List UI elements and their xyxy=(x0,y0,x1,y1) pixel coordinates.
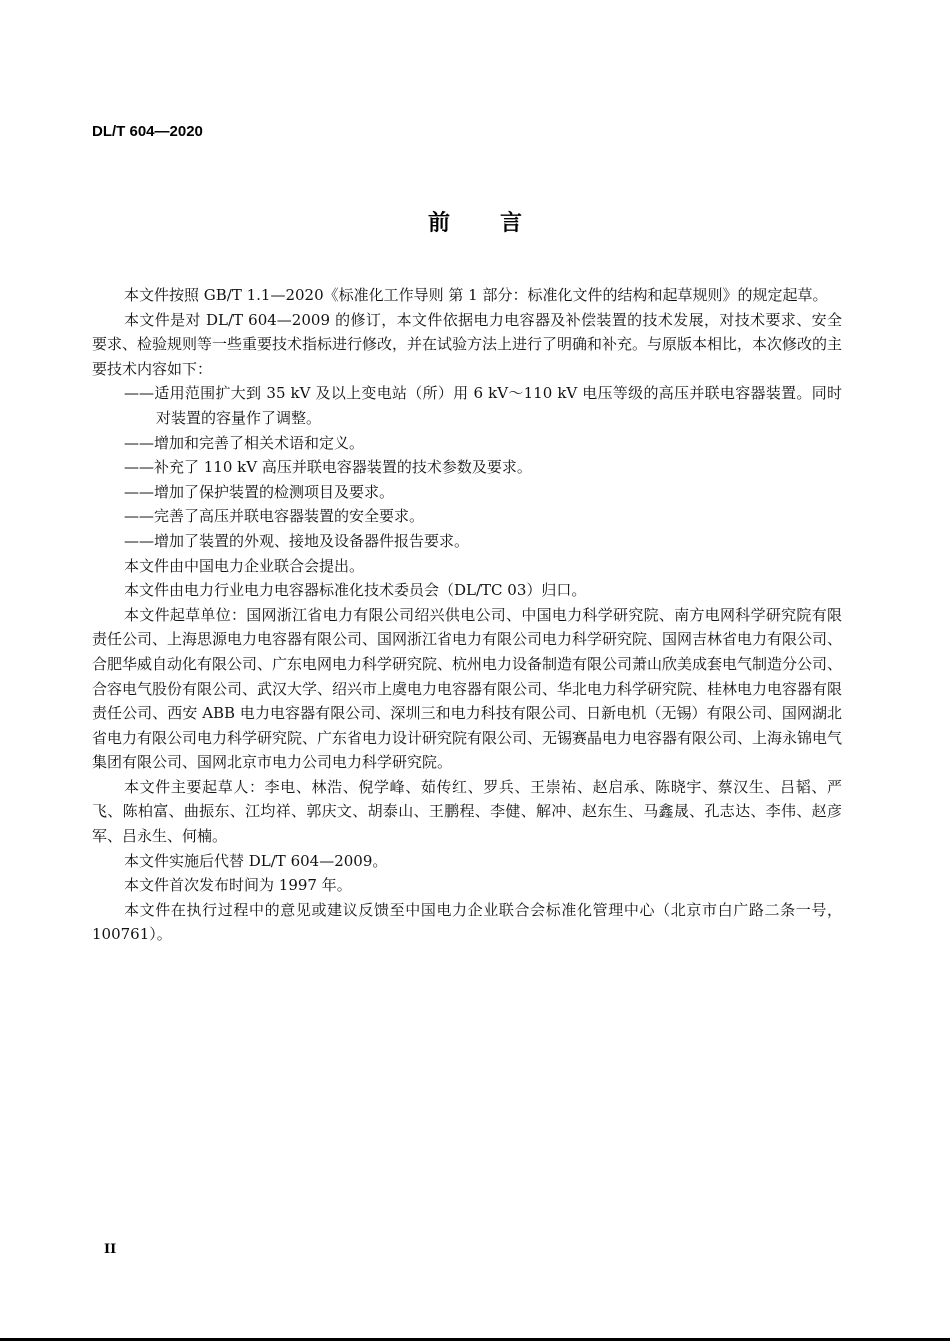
change-list-item: ——完善了高压并联电容器装置的安全要求。 xyxy=(124,507,425,526)
change-list-item: ——增加了保护装置的检测项目及要求。 xyxy=(124,482,395,501)
drafting-units-paragraph: 本文件起草单位：国网浙江省电力有限公司绍兴供电公司、中国电力科学研究院、南方电网科学研究院有限责任公司、上海思源电力电容器有限公司、国网浙江省电力有限公司电力科学研究院、国网吉林省电力有限公司、合肥华威自动化有限公司、广东电网电力科学研究院、杭州电力设备制造有限公司萧山欣美成套电气制造分公司、合容电气股份有限公司、武汉大学、绍兴市上虞电力电容器有限公司、华北电力科学研究院、桂林电力电容器有限责任公司、西安 ABB 电力电容器有限公司、深圳三和电力科技有限公司、日新电机（无锡）有限公司、国网湖北省电力有限公司电力科学研究院、广东省电力设计研究院有限公司、无锡赛晶电力电容器有限公司、上海永锦电气集团有限公司、国网北京市电力公司电力科学研究院。 xyxy=(92,605,843,772)
paragraph: 本文件由电力行业电力电容器标准化技术委员会（DL/TC 03）归口。 xyxy=(124,581,587,600)
paragraph: 本文件实施后代替 DL/T 604—2009。 xyxy=(124,851,388,870)
feedback-paragraph: 本文件在执行过程中的意见或建议反馈至中国电力企业联合会标准化管理中心（北京市白广路二条一号，100761）。 xyxy=(92,900,842,944)
page-title: 前言 xyxy=(427,211,572,236)
document-body xyxy=(92,283,842,947)
paragraph: 本文件是对 DL/T 604—2009 的修订，本文件依据电力电容器及补偿装置的技术发展，对技术要求、安全要求、检验规则等一些重要技术指标进行修改，并在试验方法上进行了明确和补充。与原版本相比，本次修改的主要技术内容如下： xyxy=(92,310,843,378)
paragraph: 本文件首次发布时间为 1997 年。 xyxy=(124,876,352,895)
page-number: II xyxy=(104,1242,117,1257)
document-id: DL/T 604—2020 xyxy=(92,123,203,140)
drafters-paragraph: 本文件主要起草人：李电、林浩、倪学峰、茹传红、罗兵、王崇祐、赵启承、陈晓宇、蔡汉生、吕韬、严飞、陈柏富、曲振东、江均祥、郭庆文、胡泰山、王鹏程、李健、解冲、赵东生、马鑫晟、孔志达、李伟、赵彦军、吕永生、何楠。 xyxy=(92,777,842,846)
paragraph: 本文件按照 GB/T 1.1—2020《标准化工作导则 第 1 部分：标准化文件的结构和起草规则》的规定起草。 xyxy=(124,286,828,304)
change-list-item: ——补充了 110 kV 高压并联电容器装置的技术参数及要求。 xyxy=(124,458,532,477)
paragraph: 本文件由中国电力企业联合会提出。 xyxy=(124,556,365,575)
change-list-item: ——增加了装置的外观、接地及设备器件报告要求。 xyxy=(124,531,470,550)
bottom-rule xyxy=(0,1338,950,1341)
change-list-item: ——适用范围扩大到 35 kV 及以上变电站（所）用 6 kV～110 kV 电压等级的高压并联电容器装置。同时对装置的容量作了调整。 xyxy=(124,384,842,427)
change-list-item: ——增加和完善了相关术语和定义。 xyxy=(124,433,365,452)
